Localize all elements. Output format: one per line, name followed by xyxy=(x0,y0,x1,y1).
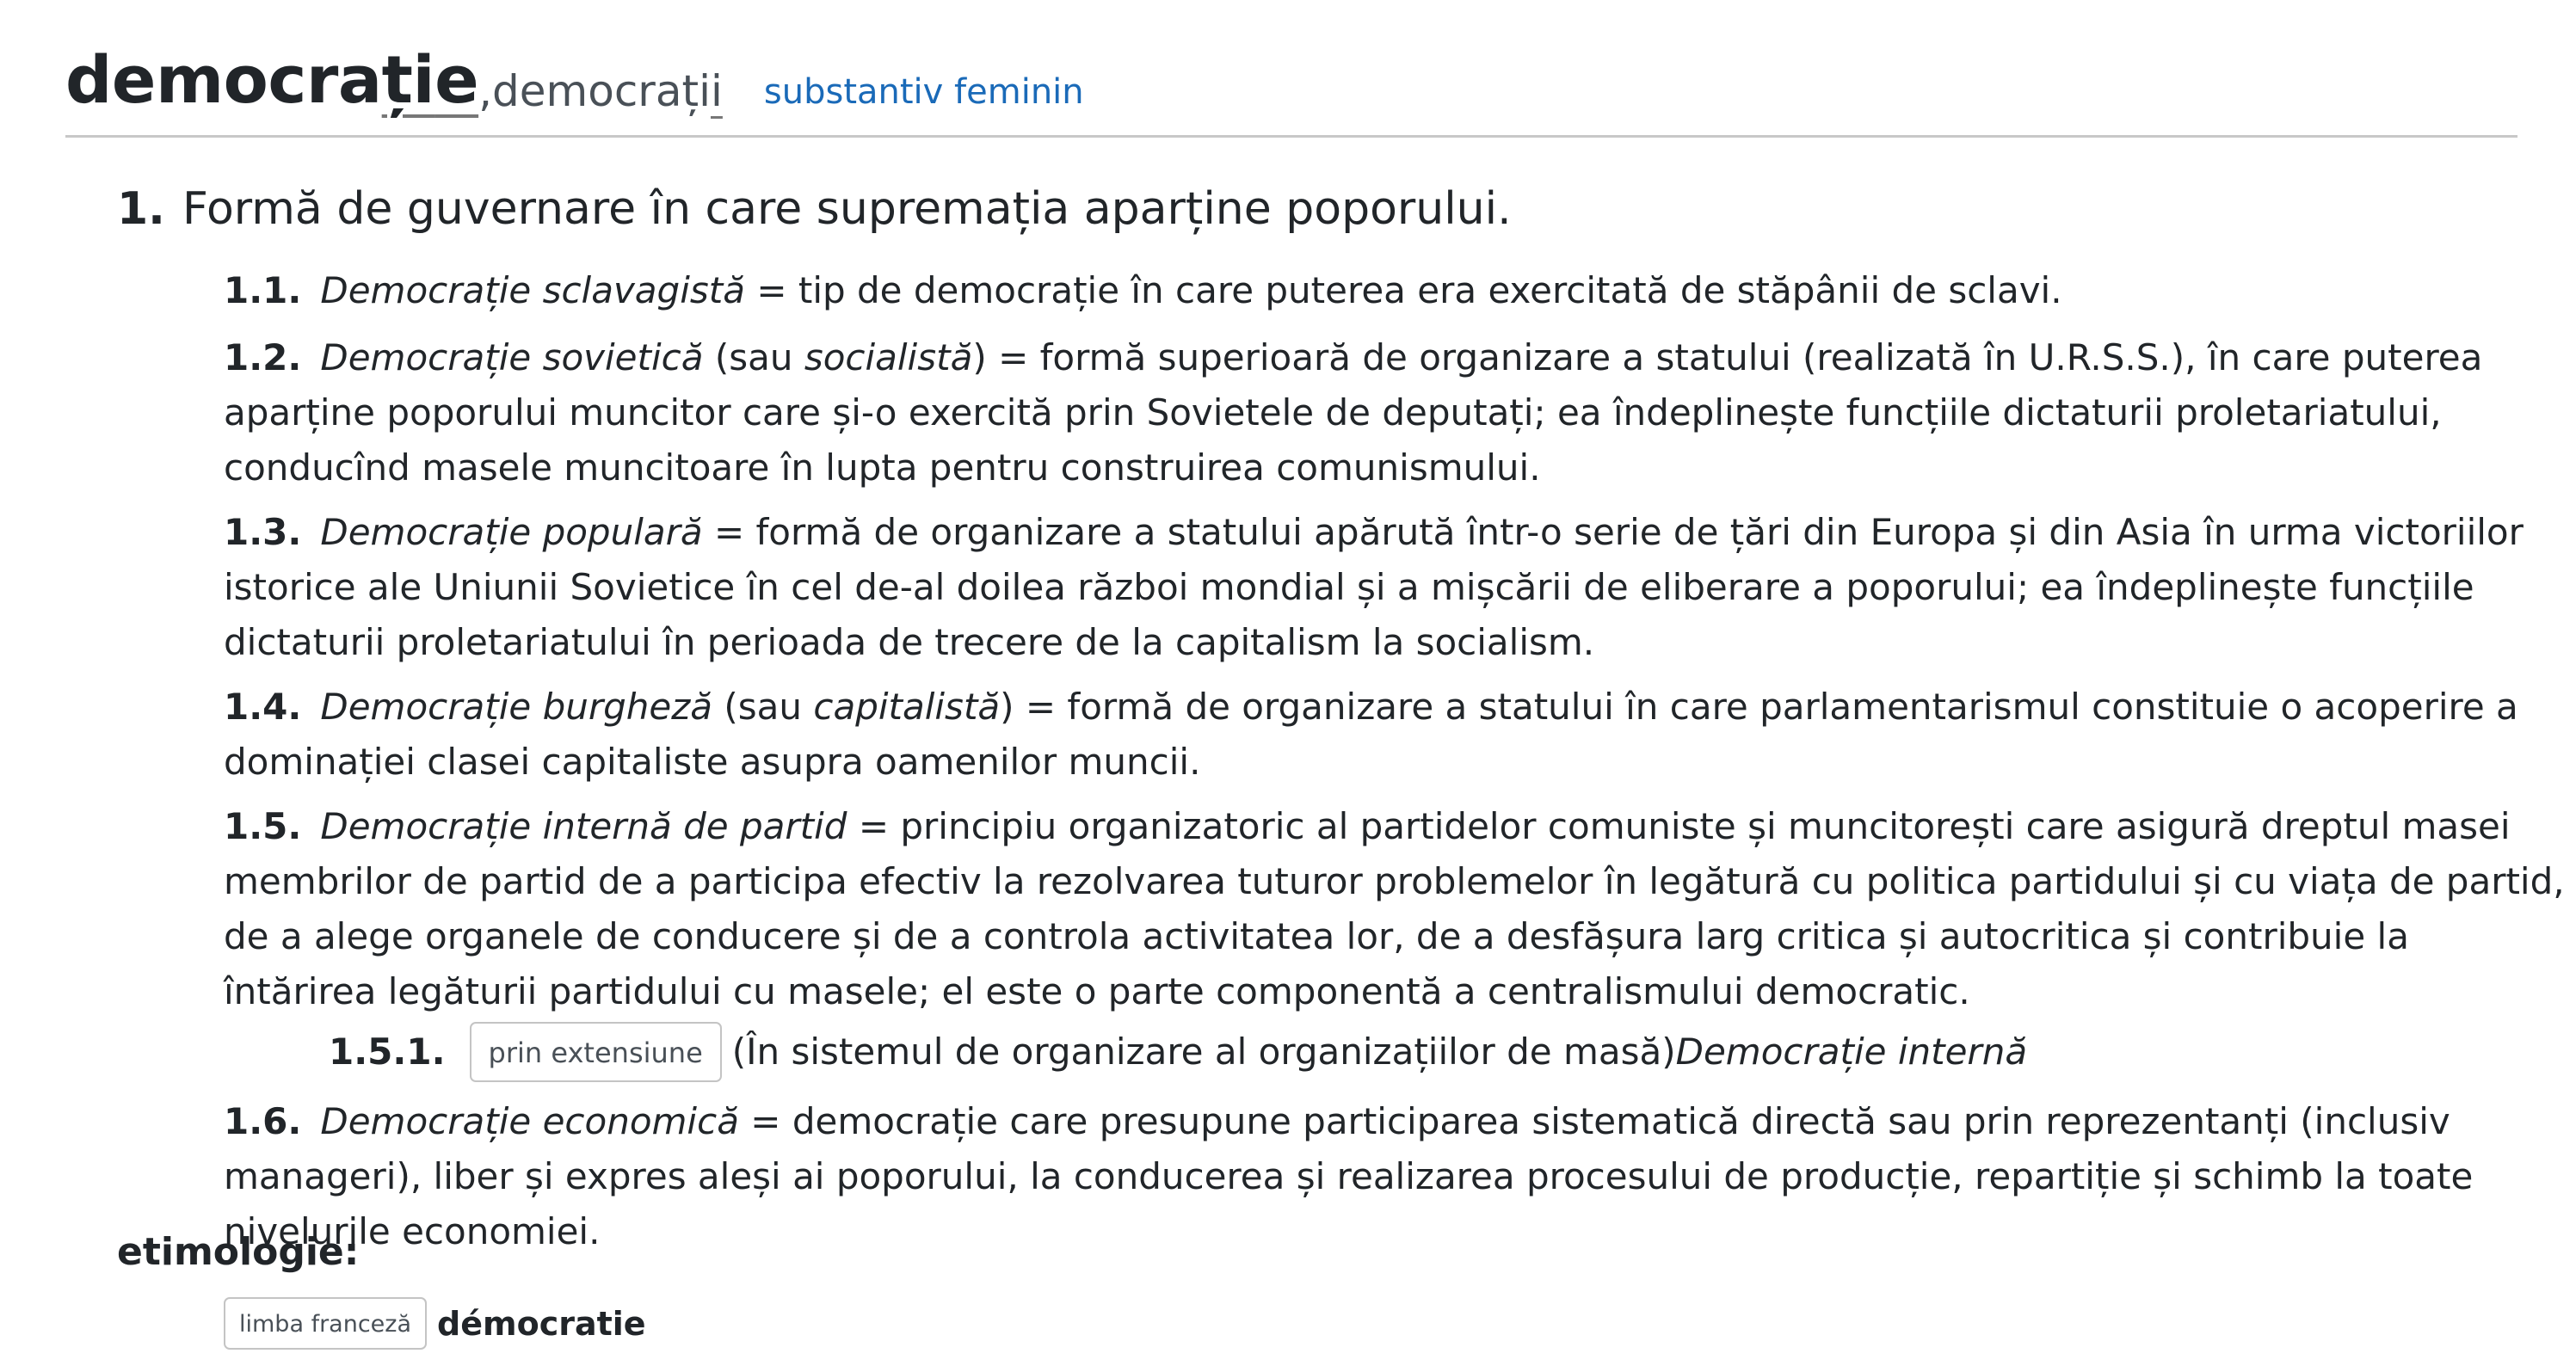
meaning-number: 1.5. xyxy=(224,805,302,847)
meaning-1-5 xyxy=(224,799,2568,1019)
meaning-text: ) = formă superioară de organizare a statului (realizată în U.R.S.S.), în care puterea aparține poporului muncitor care și-o exercită prin Sovietele de deputați; ea îndeplinește funcțiile dictaturii proletariatului, conducînd masele muncitoare în lupta pentru construirea comunismului. xyxy=(224,336,2483,489)
meaning-text: ) = formă de organizare a statului în care parlamentarismul constituie o acoperire a dominației clasei capitaliste asupra oamenilor muncii. xyxy=(224,686,2518,783)
meaning-text: = principiu organizatoric al partidelor comuniste și muncitorești care asigură dreptul masei membrilor de partid de a participa efectiv la rezolvarea tuturor problemelor în legătură cu politica partidului și cu viața de partid, de a alege organele de conducere și de a controla activitatea lor, de a desfășura larg critica și autocritica și contribuie la întărirea legăturii partidului cu masele; el este o parte componentă a centralismului democratic. xyxy=(224,805,2565,1012)
meaning-term: Democrație internă de partid xyxy=(320,805,847,847)
meaning-1-2 xyxy=(224,330,2568,495)
definition-page xyxy=(65,0,2565,1343)
meaning-number: 1.5.1. xyxy=(329,1031,446,1073)
lemma-stressed-syllable xyxy=(382,41,478,118)
etymology-word: démocratie xyxy=(437,1304,646,1343)
meaning-1-1 xyxy=(224,263,2568,318)
meaning-term: Democrație populară xyxy=(320,511,703,553)
plural-part: democra xyxy=(492,66,682,116)
plural-form xyxy=(492,66,723,116)
lemma-part: democra xyxy=(65,41,382,118)
meaning-1-6 xyxy=(224,1094,2568,1259)
usage-tag[interactable]: prin extensiune xyxy=(470,1022,722,1082)
meaning-number: 1. xyxy=(117,183,165,235)
plural-stressed-syllable: i xyxy=(711,66,723,116)
meaning-term: Democrație economică xyxy=(320,1100,739,1142)
entry-header xyxy=(65,0,2517,138)
meaning-text: Formă de guvernare în care supremația aparține poporului. xyxy=(182,183,1512,235)
plural-ti: ți xyxy=(681,66,711,116)
etymology-heading: etimologie: xyxy=(117,1230,360,1274)
meaning-text: (În sistemul de organizare al organizațiilor de masă) xyxy=(731,1031,1676,1073)
lemma-title xyxy=(65,41,479,118)
meaning-text: = democrație care presupune participarea sistematică directă sau prin reprezentanți (inclusiv manageri), liber și expres aleși ai poporului, la conducerea și realizarea procesului de producție, repartiție și schimb la toate nivelurile economiei. xyxy=(224,1100,2474,1252)
etymology-language-tag[interactable]: limba franceză xyxy=(224,1297,427,1350)
meaning-number: 1.4. xyxy=(224,686,302,728)
plural-separator: , xyxy=(478,66,493,116)
meaning-1 xyxy=(117,179,1512,239)
meaning-text: = formă de organizare a statului apărută într-o serie de țări din Europa și din Asia în urma victoriilor istorice ale Uniunii Sovietice în cel de-al doilea război mondial și a mișcării de eliberare a poporului; ea îndeplinește funcțiile dictaturii proletariatului în perioada de trecere de la capitalism la socialism. xyxy=(224,511,2524,663)
meaning-text: = tip de democrație în care puterea era exercitată de stăpânii de sclavi. xyxy=(744,269,2062,311)
meaning-alt-prefix: (sau xyxy=(703,336,804,378)
meaning-1-3 xyxy=(224,505,2568,670)
meaning-alt-term: capitalistă xyxy=(813,686,1001,728)
meaning-alt-term: socialistă xyxy=(804,336,973,378)
meaning-number: 1.3. xyxy=(224,511,302,553)
meaning-term: Democrație sclavagistă xyxy=(320,269,745,311)
lemma-stress-e: e xyxy=(434,41,479,118)
meaning-number: 1.1. xyxy=(224,269,302,311)
part-of-speech-link[interactable]: substantiv feminin xyxy=(763,72,1084,112)
etymology-row xyxy=(224,1297,646,1350)
meaning-alt-prefix: (sau xyxy=(712,686,814,728)
meaning-number: 1.2. xyxy=(224,336,302,378)
meaning-term: Democrație internă xyxy=(1675,1031,2028,1073)
lemma-stress-ti: ți xyxy=(381,41,435,118)
meaning-1-4 xyxy=(224,680,2568,790)
meaning-1-5-1 xyxy=(329,1022,2027,1082)
meaning-term: Democrație sovietică xyxy=(320,336,704,378)
meaning-number: 1.6. xyxy=(224,1100,302,1142)
meaning-term: Democrație burgheză xyxy=(320,686,713,728)
